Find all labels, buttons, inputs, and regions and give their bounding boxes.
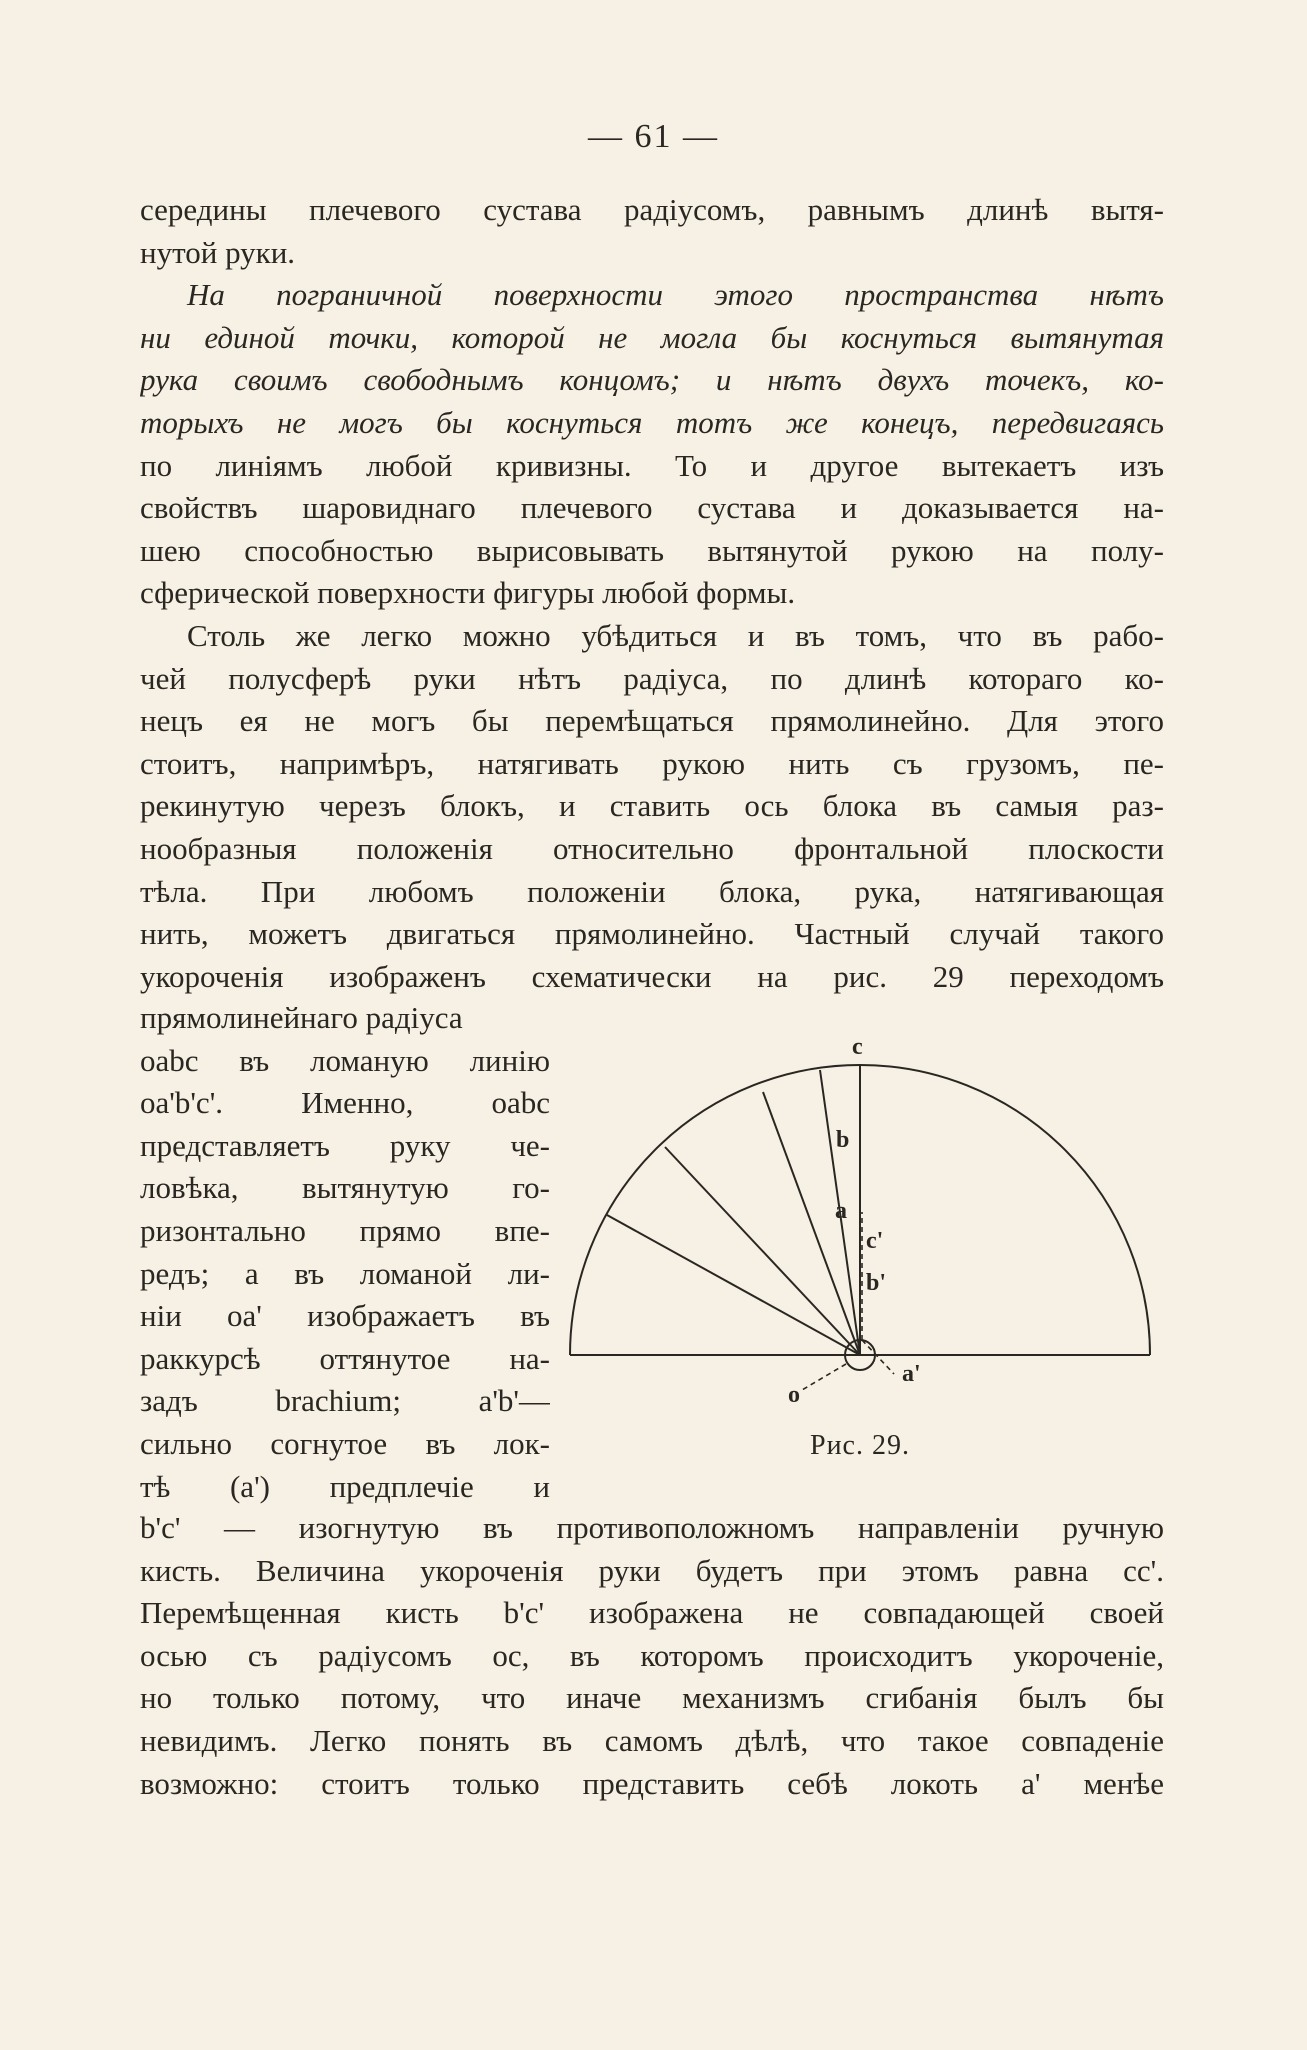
text-line: укороченія изображенъ схематически на рис. 29 переходомъ	[140, 958, 1164, 994]
text-line: ризонтально прямо впе-	[140, 1212, 550, 1248]
wrapped-text-column	[140, 997, 550, 1508]
text-line: тѣла. При любомъ положеніи блока, рука, натягивающая	[140, 873, 1164, 909]
radius-line	[665, 1147, 860, 1355]
text-line: но только потому, что иначе механизмъ сгибанія былъ бы	[140, 1680, 1164, 1716]
label-c: c	[852, 1040, 863, 1060]
label-b: b	[836, 1127, 850, 1153]
label-a-prime: a'	[902, 1361, 921, 1387]
dashed-brachium	[802, 1364, 846, 1390]
text-line: невидимъ. Легко понять въ самомъ дѣлѣ, что такое совпаденіе	[140, 1722, 1164, 1758]
text-line: Перемѣщенная кисть b'c' изображена не совпадающей своей	[140, 1595, 1164, 1631]
text-line: ни единой точки, которой не могла бы коснуться вытянутая	[140, 319, 1164, 355]
semicircle-diagram	[560, 1040, 1160, 1430]
text-line: Столь же легко можно убѣдиться и въ томъ, что въ рабо-	[187, 617, 1164, 653]
text-line: нецъ ея не могъ бы перемѣщаться прямолинейно. Для этого	[140, 703, 1164, 739]
text-line: прямолинейнаго радіуса	[140, 1000, 463, 1035]
text-line: раккурсѣ оттянутое на-	[140, 1340, 550, 1376]
figure-caption: Рис. 29.	[810, 1430, 910, 1461]
text-line: oabc въ ломаную линію	[140, 1042, 550, 1078]
label-b-prime: b'	[866, 1270, 887, 1296]
text-line: возможно: стоитъ только представить себѣ локоть a' менѣе	[140, 1765, 1164, 1801]
text-line: шею способностью вырисовывать вытянутой рукою на полу-	[140, 532, 1164, 568]
text-line: oa'b'c'. Именно, oabc	[140, 1085, 550, 1121]
text-line: рука своимъ свободнымъ концомъ; и нѣтъ двухъ точекъ, ко-	[140, 362, 1164, 398]
label-a: a	[835, 1198, 847, 1224]
text-line: стоитъ, напримѣръ, натягивать рукою нить съ грузомъ, пе-	[140, 745, 1164, 781]
text-line: нообразныя положенія относительно фронтальной плоскости	[140, 830, 1164, 866]
text-line: ніи oa' изображаетъ въ	[140, 1298, 550, 1334]
text-line: торыхъ не могъ бы коснуться тотъ же конецъ, передвигаясь	[140, 404, 1164, 440]
figure-29	[560, 1040, 1160, 1460]
continuation-paragraph	[140, 1507, 1164, 1805]
text-line: свойствъ шаровиднаго плечевого сустава и доказывается на-	[140, 490, 1164, 526]
label-o: o	[788, 1382, 800, 1408]
text-line: На пограничной поверхности этого пространства нѣтъ	[187, 277, 1164, 313]
page-number: — 61 —	[588, 118, 719, 155]
text-line: представляетъ руку че-	[140, 1127, 550, 1163]
text-line: ловѣка, вытянутую го-	[140, 1170, 550, 1206]
text-line: сферической поверхности фигуры любой формы.	[140, 575, 796, 611]
text-line: осью съ радіусомъ oc, въ которомъ происходитъ укороченіе,	[140, 1637, 1164, 1673]
text-line: сильно согнутое въ лок-	[140, 1425, 550, 1461]
label-c-prime: c'	[866, 1228, 884, 1254]
main-paragraphs	[140, 189, 1164, 998]
radius-line	[607, 1215, 860, 1355]
text-line: чей полусферѣ руки нѣтъ радіуса, по длинѣ котораго ко-	[140, 660, 1164, 696]
text-line: по линіямъ любой кривизны. То и другое вытекаетъ изъ	[140, 447, 1164, 483]
text-line: кисть. Величина укороченія руки будетъ при этомъ равна cc'.	[140, 1552, 1164, 1588]
text-line: рекинутую черезъ блокъ, и ставить ось блока въ самыя раз-	[140, 788, 1164, 824]
text-line: b'c' — изогнутую въ противоположномъ направленіи ручную	[140, 1510, 1164, 1545]
text-line: середины плечевого сустава радіусомъ, равнымъ длинѣ вытя-	[140, 192, 1164, 227]
text-line: нить, можетъ двигаться прямолинейно. Частный случай такого	[140, 916, 1164, 952]
text-line: нутой руки.	[140, 234, 296, 270]
text-line: тѣ (a') предплечіе и	[140, 1468, 550, 1504]
text-line: редъ; а въ ломаной ли-	[140, 1255, 550, 1291]
text-line: задъ brachium; a'b'—	[140, 1383, 550, 1419]
